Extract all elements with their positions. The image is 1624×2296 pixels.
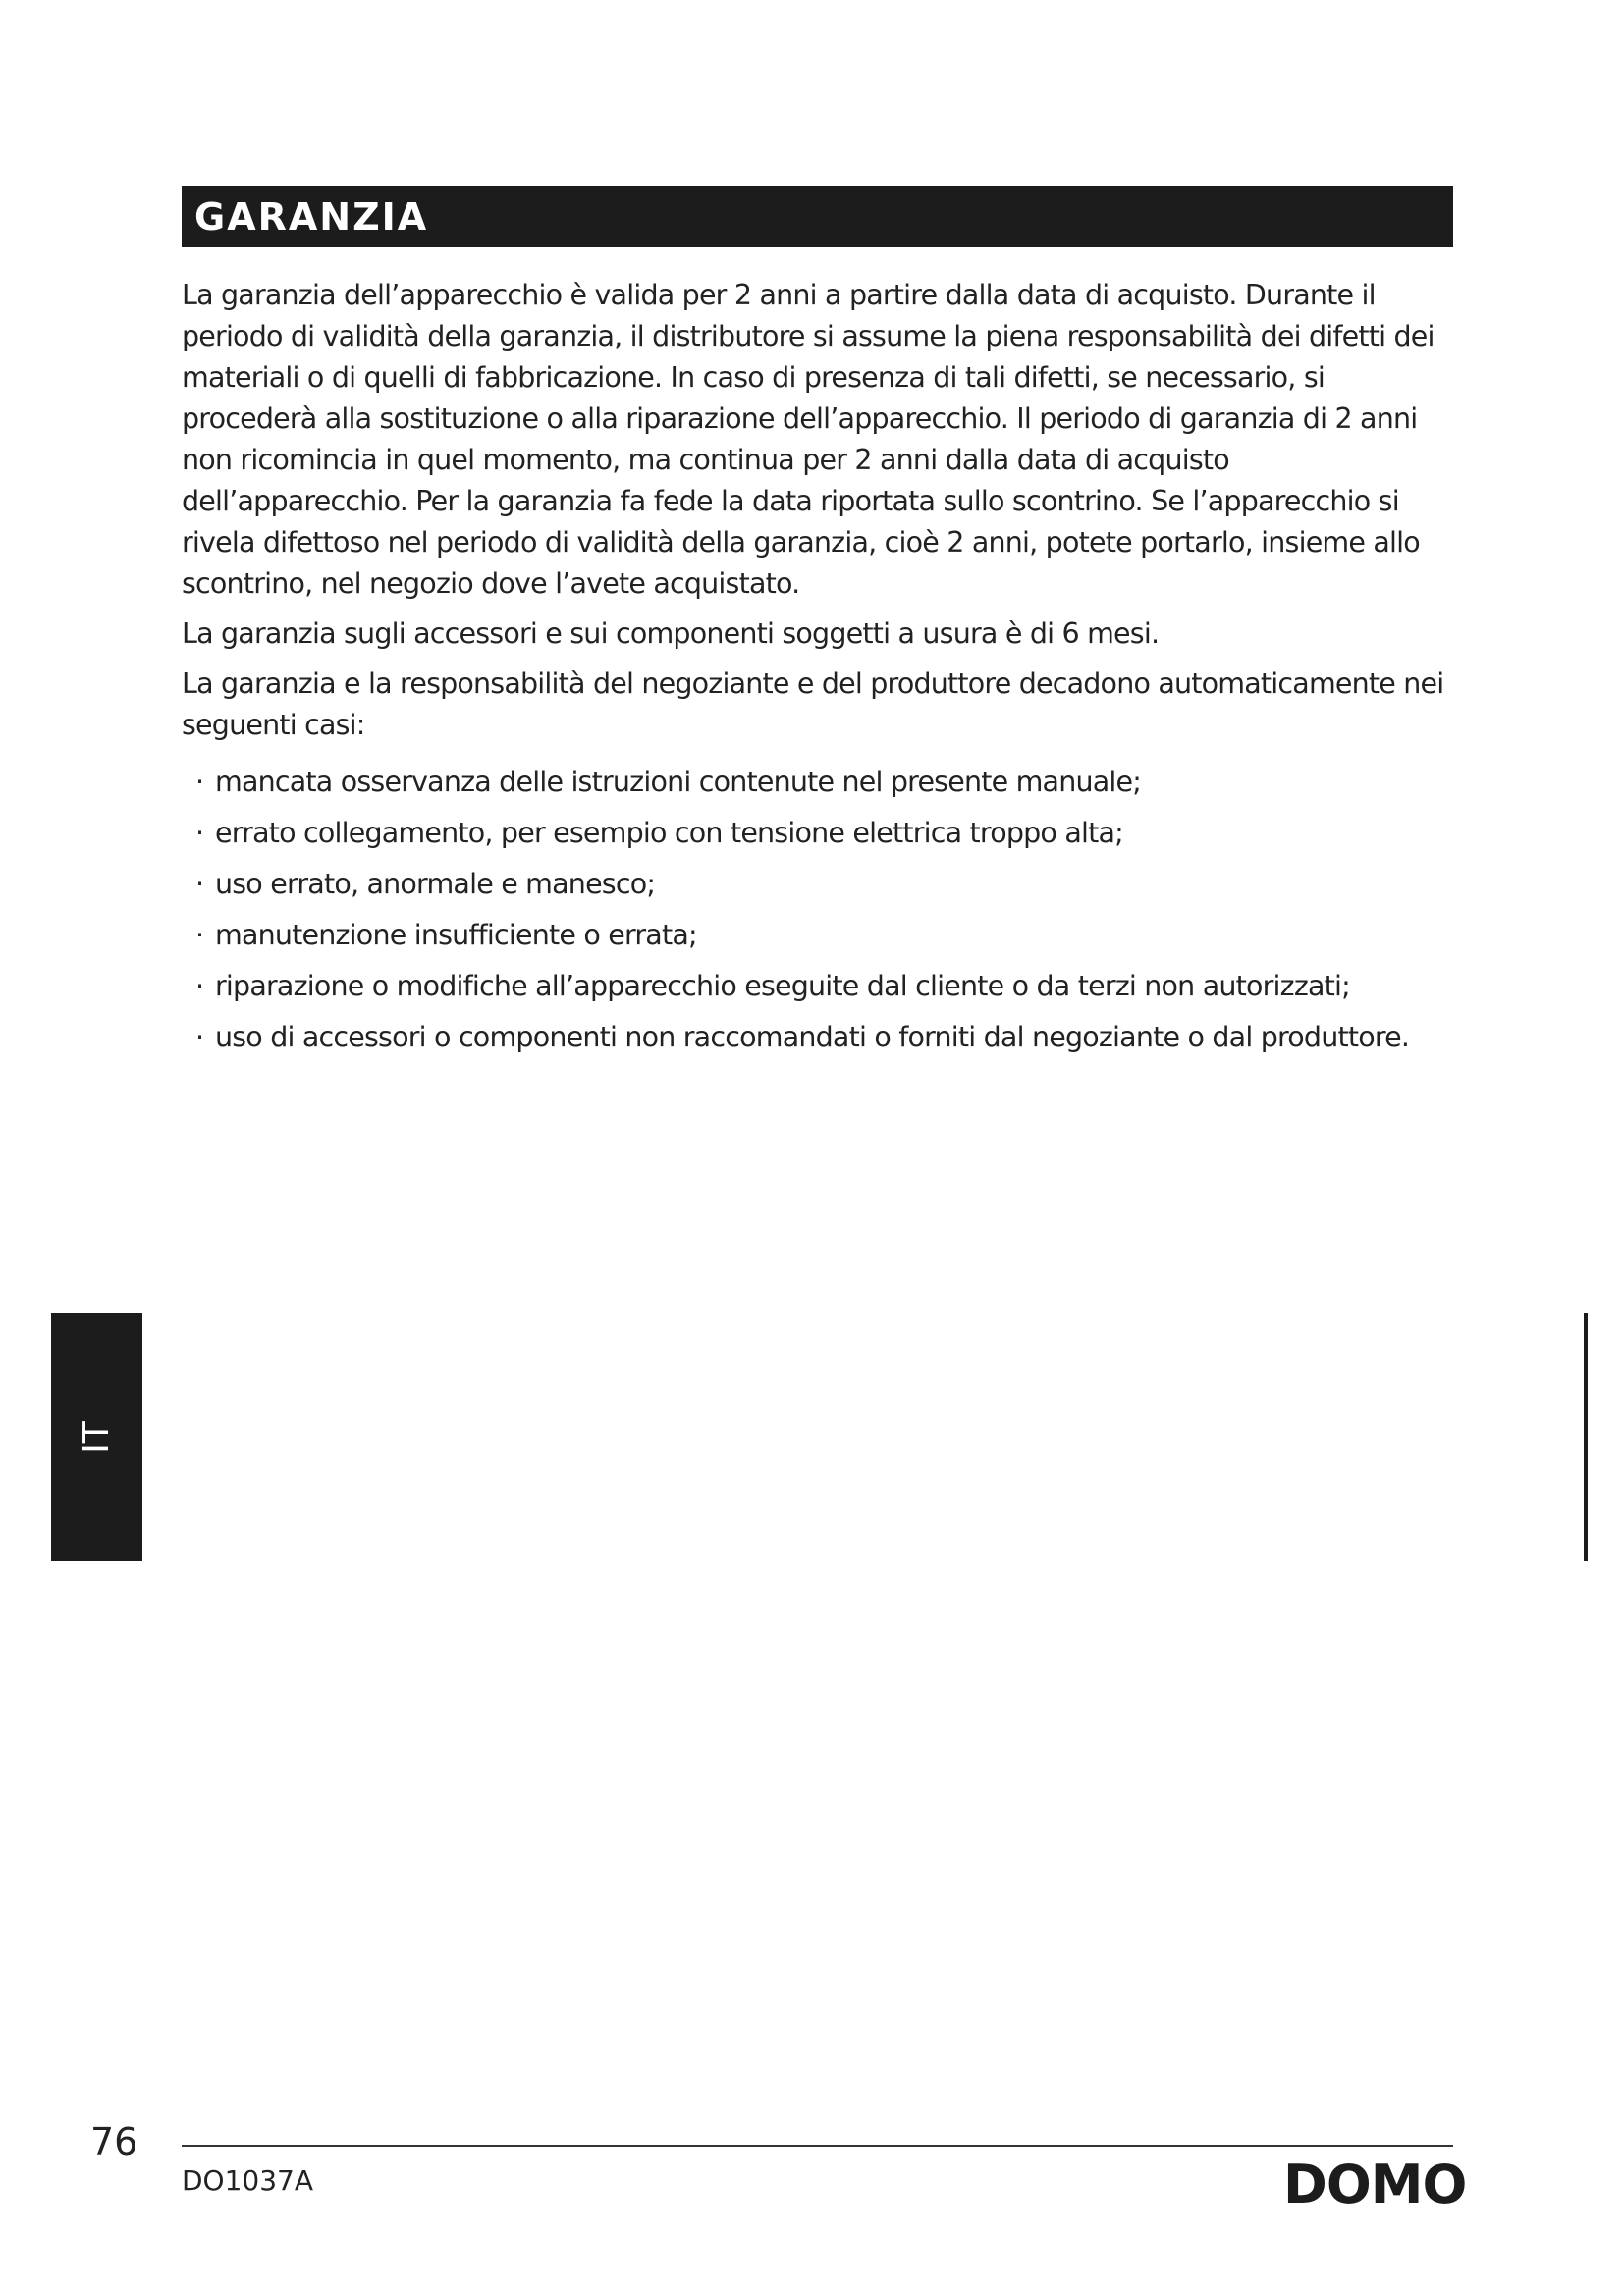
section-header-bar — [182, 186, 1453, 247]
bullet-marker: · — [195, 919, 204, 951]
warranty-paragraph-accessories: La garanzia sugli accessori e sui componenti soggetti a usura è di 6 mesi. — [182, 617, 1160, 650]
list-item — [195, 813, 1458, 854]
list-item — [195, 762, 1458, 803]
section-title: GARANZIA — [194, 194, 429, 239]
side-rule — [1584, 1313, 1588, 1561]
bullet-marker: · — [195, 766, 204, 798]
bullet-marker: · — [195, 970, 204, 1002]
page-number: 76 — [90, 2120, 138, 2163]
list-item-text: mancata osservanza delle istruzioni contenute nel presente manuale; — [215, 766, 1142, 798]
list-item — [195, 915, 1458, 956]
bullet-marker: · — [195, 817, 204, 849]
bullet-marker: · — [195, 868, 204, 900]
list-item-text: errato collegamento, per esempio con tensione elettrica troppo alta; — [215, 817, 1123, 849]
list-item-text: uso di accessori o componenti non raccomandati o forniti dal negoziante o dal produttore. — [215, 1021, 1410, 1053]
warranty-paragraph-main: La garanzia dell’apparecchio è valida per 2 anni a partire dalla data di acquisto. Durante il periodo di validità della garanzia, il distributore si assume la piena responsabilità dei difetti dei materiali o di quelli di fabbricazione. In caso di presenza di tali difetti, se necessario, si procederà alla sostituzione o alla riparazione dell’apparecchio. Il periodo di garanzia di 2 anni non ricomincia in quel momento, ma continua per 2 anni dalla data di acquisto dell’apparecchio. Per la garanzia fa fede la data riportata sullo scontrino. Se l’apparecchio si rivela difettoso nel periodo di validità della garanzia, cioè 2 anni, potete portarlo, insieme allo scontrino, nel negozio dove l’avete acquistato. — [182, 279, 1435, 600]
list-item — [195, 864, 1458, 905]
list-item-text: uso errato, anormale e manesco; — [215, 868, 656, 900]
language-tab — [51, 1313, 142, 1561]
bullet-marker: · — [195, 1021, 204, 1053]
list-item-text: manutenzione insufficiente o errata; — [215, 919, 697, 951]
exclusions-list — [182, 762, 1458, 1058]
model-code: DO1037A — [182, 2164, 314, 2197]
warranty-paragraph-exclusions-intro: La garanzia e la responsabilità del negoziante e del produttore decadono automaticamente nei seguenti casi: — [182, 667, 1444, 741]
list-item — [195, 1017, 1458, 1058]
list-item — [195, 966, 1458, 1007]
brand-logo: DOMO — [1283, 2154, 1467, 2216]
footer-divider — [182, 2145, 1453, 2147]
language-tab-label: IT — [76, 1420, 117, 1454]
warranty-content — [182, 275, 1458, 1068]
list-item-text: riparazione o modifiche all’apparecchio eseguite dal cliente o da terzi non autorizzati; — [215, 970, 1350, 1002]
